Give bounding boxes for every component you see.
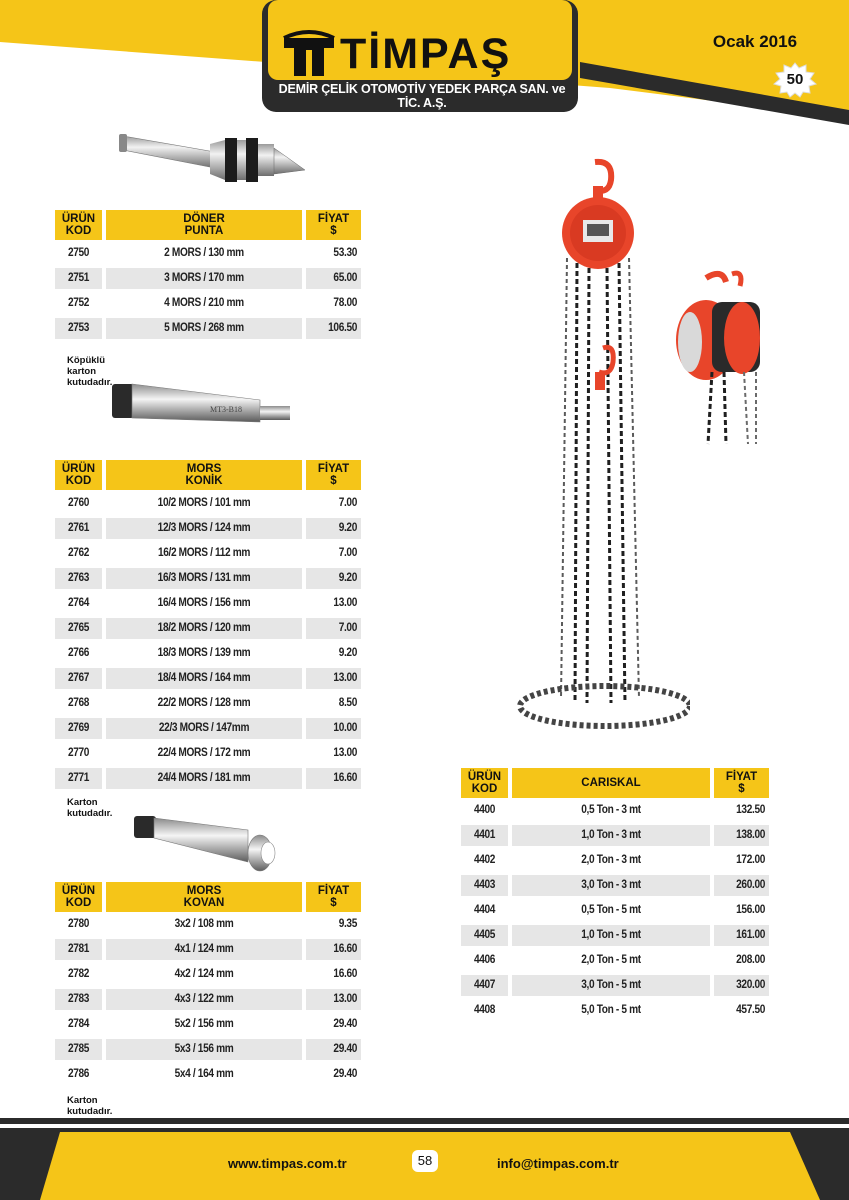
header-code: ÜRÜN KOD: [55, 882, 102, 912]
chain-hoist-image: [515, 158, 690, 733]
product-code: 2765: [67, 622, 90, 634]
header-price: FİYAT $: [714, 768, 769, 798]
header-price: FİYAT $: [306, 210, 361, 240]
product-price: 260.00: [736, 879, 765, 891]
product-price: 9.20: [338, 647, 357, 659]
email-link[interactable]: info@timpas.com.tr: [497, 1156, 619, 1171]
website-link[interactable]: www.timpas.com.tr: [228, 1156, 347, 1171]
morse-sleeve-image: [128, 808, 288, 878]
product-description: 2,0 Ton - 3 mt: [581, 854, 641, 866]
product-code: 2764: [67, 597, 90, 609]
product-description: 16/4 MORS / 156 mm: [157, 597, 251, 609]
product-price: 16.60: [333, 772, 357, 784]
product-code: 4405: [473, 929, 496, 941]
product-code: 2763: [67, 572, 90, 584]
header-name: CARISKAL: [512, 768, 710, 798]
product-description: 1,0 Ton - 5 mt: [581, 929, 641, 941]
product-description: 22/2 MORS / 128 mm: [157, 697, 251, 709]
product-code: 2768: [67, 697, 90, 709]
product-code: 2782: [67, 968, 90, 980]
product-description: 3,0 Ton - 5 mt: [581, 979, 641, 991]
brand-name: TİMPAŞ: [340, 30, 512, 78]
product-code: 4408: [473, 1004, 496, 1016]
product-price: 29.40: [333, 1043, 357, 1055]
product-price: 13.00: [333, 747, 357, 759]
product-price: 7.00: [338, 497, 357, 509]
product-price: 132.50: [736, 804, 765, 816]
product-code: 2753: [67, 322, 90, 334]
product-description: 22/3 MORS / 147mm: [158, 722, 250, 734]
product-price: 10.00: [333, 722, 357, 734]
product-code: 4402: [473, 854, 496, 866]
product-price: 138.00: [736, 829, 765, 841]
product-price: 9.20: [338, 522, 357, 534]
product-price: 16.60: [333, 943, 357, 955]
svg-text:MT3-B18: MT3-B18: [210, 405, 242, 414]
product-description: 24/4 MORS / 181 mm: [157, 772, 251, 784]
product-description: 18/3 MORS / 139 mm: [157, 647, 251, 659]
product-description: 4x1 / 124 mm: [174, 943, 234, 955]
packaging-note: Karton kutudadır.: [67, 1095, 113, 1117]
product-description: 4 MORS / 210 mm: [164, 297, 244, 309]
product-description: 5 MORS / 268 mm: [164, 322, 244, 334]
product-description: 5x4 / 164 mm: [174, 1068, 234, 1080]
product-code: 2781: [67, 943, 90, 955]
product-code: 4404: [473, 904, 496, 916]
product-code: 4406: [473, 954, 496, 966]
product-code: 2761: [67, 522, 90, 534]
header-name: MORS KOVAN: [106, 882, 302, 912]
product-description: 5x2 / 156 mm: [174, 1018, 234, 1030]
product-description: 22/4 MORS / 172 mm: [157, 747, 251, 759]
product-price: 9.20: [338, 572, 357, 584]
product-price: 106.50: [328, 322, 357, 334]
product-code: 2783: [67, 993, 90, 1005]
product-price: 9.35: [338, 918, 357, 930]
product-price: 7.00: [338, 547, 357, 559]
product-code: 2771: [67, 772, 90, 784]
product-description: 4x3 / 122 mm: [174, 993, 234, 1005]
product-price: 7.00: [338, 622, 357, 634]
product-description: 16/2 MORS / 112 mm: [157, 547, 251, 559]
product-price: 13.00: [333, 672, 357, 684]
product-price: 208.00: [736, 954, 765, 966]
product-price: 65.00: [333, 272, 357, 284]
product-code: 4401: [473, 829, 496, 841]
product-price: 8.50: [338, 697, 357, 709]
product-price: 29.40: [333, 1018, 357, 1030]
product-description: 0,5 Ton - 3 mt: [581, 804, 641, 816]
product-description: 1,0 Ton - 3 mt: [581, 829, 641, 841]
product-code: 2770: [67, 747, 90, 759]
product-description: 0,5 Ton - 5 mt: [581, 904, 641, 916]
product-price: 13.00: [333, 993, 357, 1005]
product-description: 16/3 MORS / 131 mm: [157, 572, 251, 584]
product-price: 13.00: [333, 597, 357, 609]
page-number: 58: [412, 1150, 438, 1172]
product-description: 10/2 MORS / 101 mm: [157, 497, 251, 509]
header-code: ÜRÜN KOD: [55, 460, 102, 490]
header-code: ÜRÜN KOD: [55, 210, 102, 240]
product-price: 16.60: [333, 968, 357, 980]
product-code: 2750: [67, 247, 90, 259]
product-price: 156.00: [736, 904, 765, 916]
product-price: 78.00: [333, 297, 357, 309]
product-description: 18/2 MORS / 120 mm: [157, 622, 251, 634]
product-description: 18/4 MORS / 164 mm: [157, 672, 251, 684]
product-code: 4407: [473, 979, 496, 991]
product-description: 5x3 / 156 mm: [174, 1043, 234, 1055]
product-code: 2785: [67, 1043, 90, 1055]
product-code: 2780: [67, 918, 90, 930]
product-code: 2766: [67, 647, 90, 659]
product-description: 3,0 Ton - 3 mt: [581, 879, 641, 891]
product-description: 5,0 Ton - 5 mt: [581, 1004, 641, 1016]
packaging-note: Köpüklü karton kutudadır.: [67, 355, 113, 388]
product-code: 2767: [67, 672, 90, 684]
product-code: 2786: [67, 1068, 90, 1080]
morse-taper-image: [110, 378, 310, 446]
product-price: 320.00: [736, 979, 765, 991]
product-description: 12/3 MORS / 124 mm: [157, 522, 251, 534]
product-code: 2762: [67, 547, 90, 559]
live-center-image: [115, 128, 310, 193]
product-price: 53.30: [333, 247, 357, 259]
product-code: 4400: [473, 804, 496, 816]
product-description: 3x2 / 108 mm: [174, 918, 234, 930]
product-description: 4x2 / 124 mm: [174, 968, 234, 980]
product-code: 2769: [67, 722, 90, 734]
product-price: 457.50: [736, 1004, 765, 1016]
product-price: 172.00: [736, 854, 765, 866]
product-price: 29.40: [333, 1068, 357, 1080]
page-badge: 50: [786, 71, 804, 88]
chain-hoist-closeup-image: [672, 268, 772, 446]
product-code: 2760: [67, 497, 90, 509]
product-code: 2784: [67, 1018, 90, 1030]
issue-date: Ocak 2016: [712, 32, 798, 51]
header-code: ÜRÜN KOD: [461, 768, 508, 798]
product-description: 3 MORS / 170 mm: [164, 272, 244, 284]
packaging-note: Karton kutudadır.: [67, 797, 113, 819]
product-price: 161.00: [736, 929, 765, 941]
product-description: 2,0 Ton - 5 mt: [581, 954, 641, 966]
product-code: 4403: [473, 879, 496, 891]
header-name: DÖNER PUNTA: [106, 210, 302, 240]
header-name: MORS KONİK: [106, 460, 302, 490]
company-subtitle: DEMİR ÇELİK OTOMOTİV YEDEK PARÇA SAN. ve TİC. A.Ş.: [278, 82, 566, 110]
product-code: 2752: [67, 297, 90, 309]
header-price: FİYAT $: [306, 882, 361, 912]
product-description: 2 MORS / 130 mm: [164, 247, 244, 259]
product-code: 2751: [67, 272, 90, 284]
header-price: FİYAT $: [306, 460, 361, 490]
